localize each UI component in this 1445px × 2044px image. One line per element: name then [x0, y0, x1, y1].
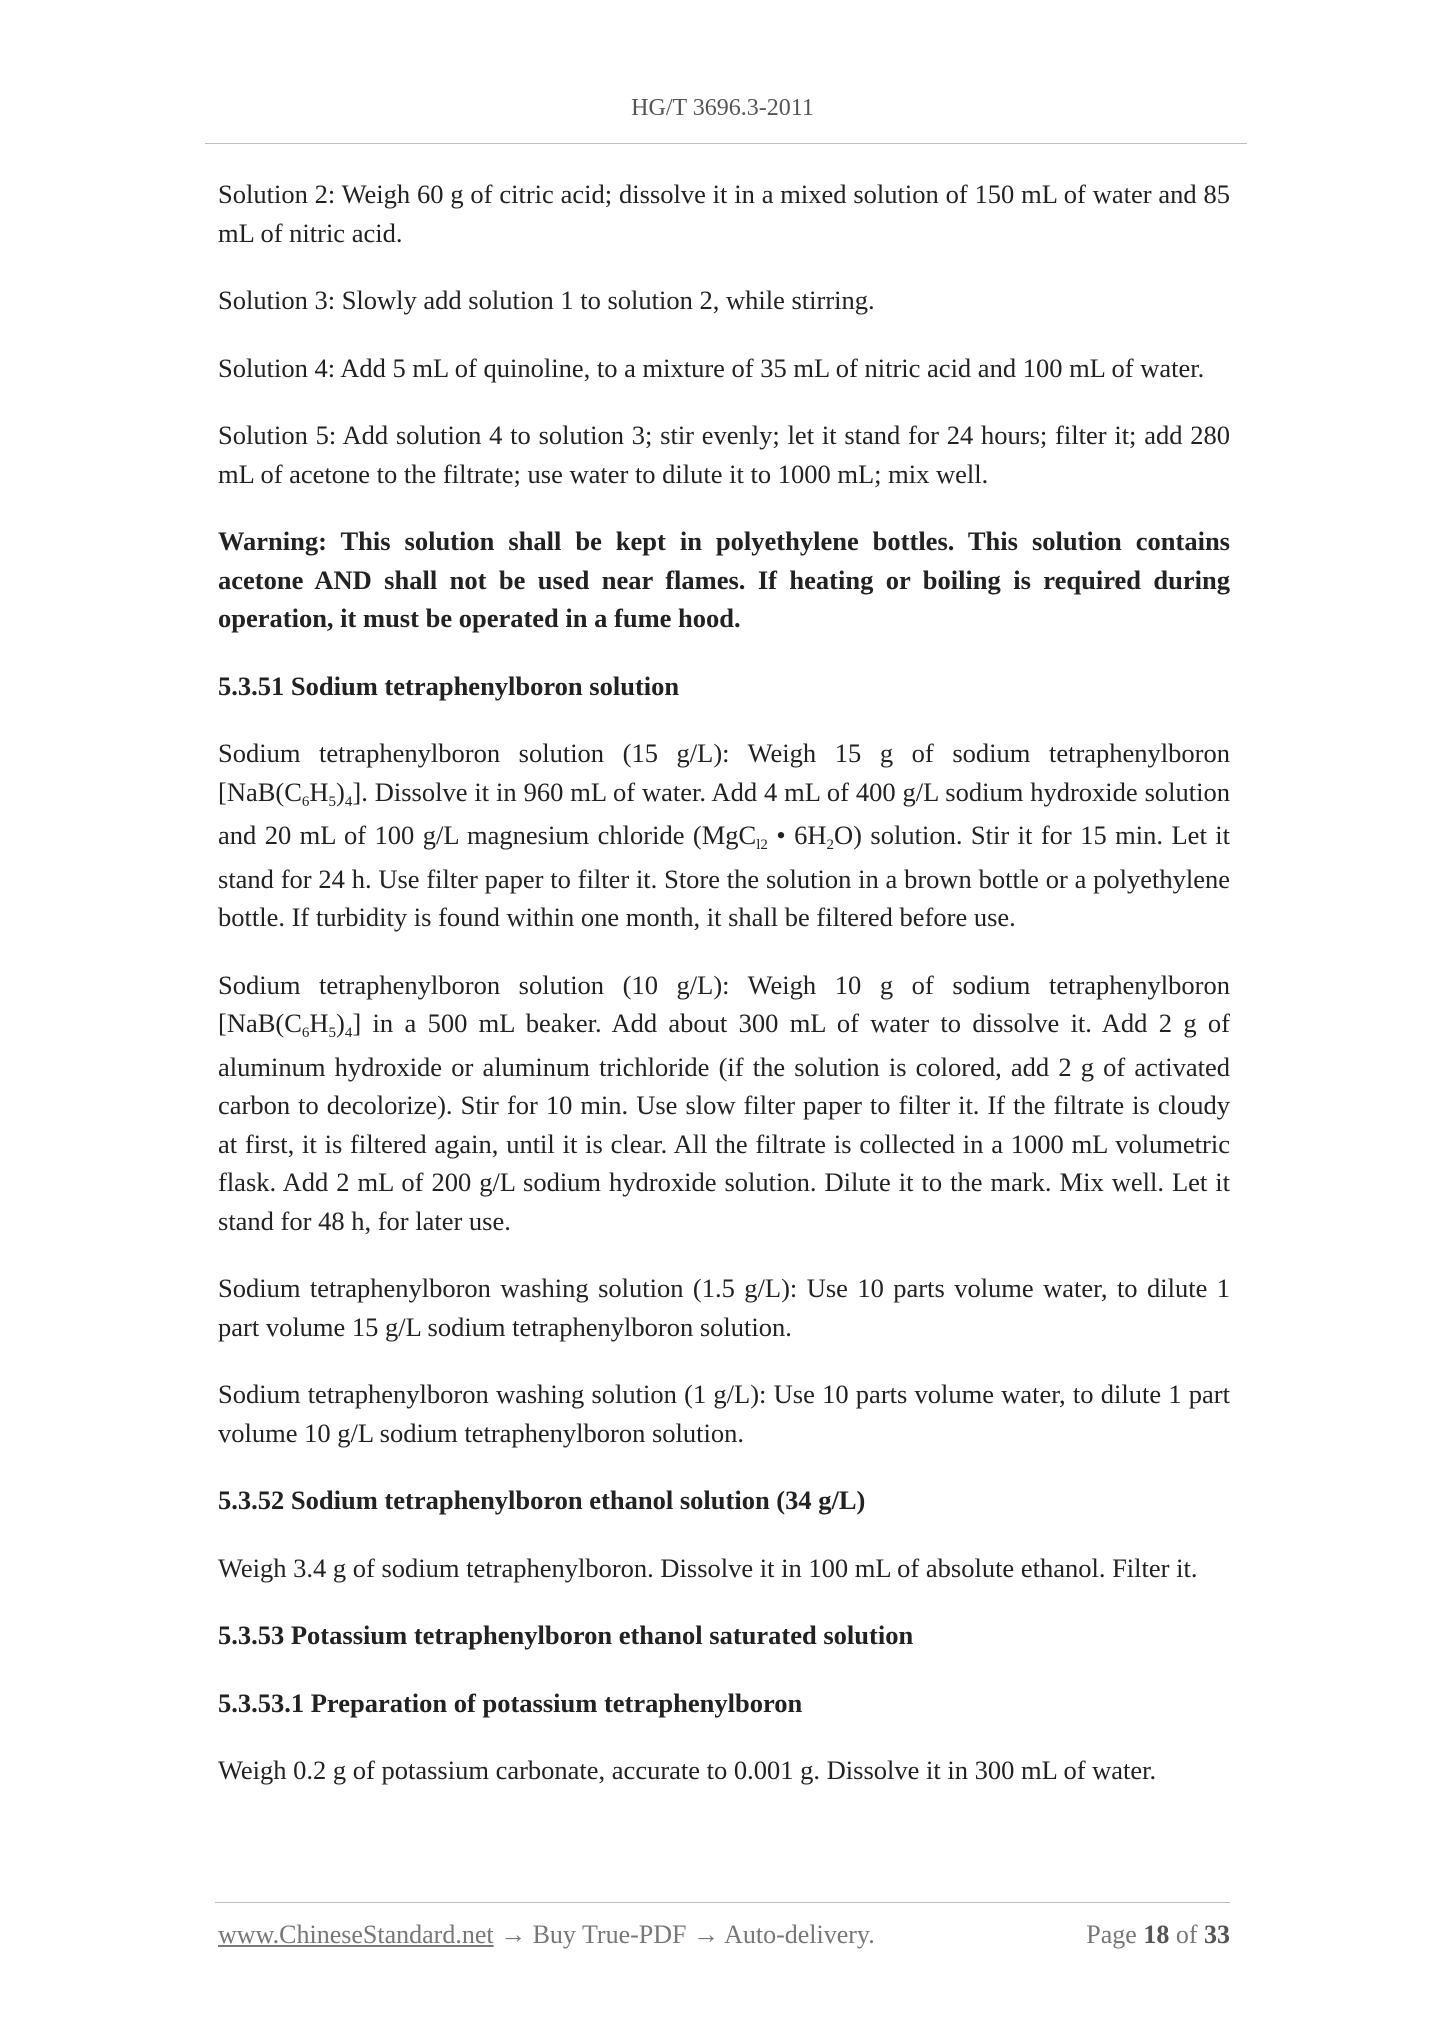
- text-run: ): [336, 776, 345, 807]
- page-label: Page: [1086, 1920, 1137, 1949]
- paragraph-potassium-carbonate: Weigh 0.2 g of potassium carbonate, accurate to 0.001 g. Dissolve it in 300 mL of water.: [218, 1755, 1157, 1785]
- paragraph-ethanol-solution: Weigh 3.4 g of sodium tetraphenylboron. Dissolve it in 100 mL of absolute ethanol. Filter it.: [218, 1552, 1198, 1583]
- text-run: ] in a 500 mL beaker. Add about 300 mL of water to dissolve it. Add 2 g of aluminum hydroxide or aluminum trichloride (if the solution is colored, add 2 g of activated carbon to decolorize). Stir for 10 min. Use slow filter paper to filter it. If the filtrate is cloudy at first, it is filtered again, until it is clear. All the filtrate is collected in a 1000 mL volumetric flask. Add 2 mL of 200 g/L sodium hydroxide solution. Dilute it to the mark. Mix well. Let it stand for 48 h, for later use.: [218, 1008, 1230, 1236]
- paragraph-washing-1: Sodium tetraphenylboron washing solution (1 g/L): Use 10 parts volume water, to dilute 1 part volume 10 g/L sodium tetraphenylboron solution.: [218, 1379, 1230, 1448]
- section-heading-5-3-53-1: 5.3.53.1 Preparation of potassium tetraphenylboron: [218, 1687, 803, 1718]
- text-run: ]. Dissolve it in 960 mL of water. Add 4 mL of 400 g/L sodium hydroxide solution and 20 mL of 100 g/L magnesium chloride (MgC: [218, 776, 1230, 850]
- subscript: l2: [756, 837, 768, 853]
- paragraph-15gl-solution: [218, 734, 1230, 937]
- document-header: HG/T 3696.3-2011: [631, 95, 814, 121]
- footer-left: [218, 1920, 875, 1950]
- subscript: 2: [826, 837, 834, 853]
- paragraph-solution-2: Solution 2: Weigh 60 g of citric acid; dissolve it in a mixed solution of 150 mL of water and 85 mL of nitric acid.: [218, 179, 1230, 248]
- section-heading-5-3-51: 5.3.51 Sodium tetraphenylboron solution: [218, 670, 680, 701]
- paragraph-solution-3: Solution 3: Slowly add solution 1 to solution 2, while stirring.: [218, 285, 875, 315]
- subscript: 4: [344, 793, 353, 810]
- paragraph-washing-1-5: Sodium tetraphenylboron washing solution (1.5 g/L): Use 10 parts volume water, to dilute 1 part volume 15 g/L sodium tetraphenylboron solution.: [218, 1273, 1230, 1342]
- page-current: 18: [1143, 1920, 1170, 1949]
- text-run: Sodium tetraphenylboron solution (10 g/L): Weigh 10 g of sodium tetraphenylboron [NaB(C: [218, 969, 1230, 1038]
- text-run: ): [336, 1008, 345, 1038]
- page-counter: [1086, 1920, 1230, 1950]
- paragraph-10gl-solution: [218, 966, 1230, 1241]
- page-footer: [218, 1920, 1230, 1950]
- arrow-right-icon: →: [500, 1920, 527, 1949]
- subscript: 4: [344, 1025, 353, 1041]
- site-link[interactable]: www.ChineseStandard.net: [218, 1920, 494, 1949]
- buy-pdf-text: Buy True-PDF: [532, 1920, 687, 1949]
- of-label: of: [1175, 1920, 1198, 1949]
- text-run: • 6H: [767, 820, 827, 850]
- paragraph-solution-5: Solution 5: Add solution 4 to solution 3; stir evenly; let it stand for 24 hours; filter it; add 280 mL of acetone to the filtrate; use water to dilute it to 1000 mL; mix well.: [218, 420, 1230, 489]
- auto-delivery-text: Auto-delivery.: [724, 1920, 875, 1949]
- paragraph-solution-4: Solution 4: Add 5 mL of quinoline, to a mixture of 35 mL of nitric acid and 100 mL of water.: [218, 352, 1205, 383]
- footer-divider: [215, 1902, 1230, 1903]
- text-run: O) solution. Stir it for 15 min. Let it stand for 24 h. Use filter paper to filter it. Store the solution in a brown bottle or a polyethylene bottle. If turbidity is found within one month, it shall be filtered before use.: [218, 820, 1230, 932]
- document-body: [218, 175, 1230, 1819]
- page-total: 33: [1204, 1920, 1230, 1949]
- text-run: Sodium tetraphenylboron solution (15 g/L): Weigh 15 g of sodium tetraphenylboron [NaB(C: [218, 738, 1230, 807]
- subscript: 6: [301, 793, 310, 810]
- header-divider: [205, 143, 1247, 144]
- text-run: H: [309, 1008, 329, 1038]
- subscript: 5: [328, 1025, 337, 1041]
- warning-paragraph: Warning: This solution shall be kept in polyethylene bottles. This solution contains acetone AND shall not be used near flames. If heating or boiling is required during operation, it must be operated in a fume hood.: [218, 526, 1230, 633]
- text-run: H: [309, 776, 329, 807]
- subscript: 6: [301, 1025, 310, 1041]
- subscript: 5: [328, 793, 337, 810]
- section-heading-5-3-52: 5.3.52 Sodium tetraphenylboron ethanol solution (34 g/L): [218, 1485, 866, 1515]
- section-heading-5-3-53: 5.3.53 Potassium tetraphenylboron ethanol saturated solution: [218, 1620, 914, 1650]
- arrow-right-icon: →: [693, 1920, 719, 1949]
